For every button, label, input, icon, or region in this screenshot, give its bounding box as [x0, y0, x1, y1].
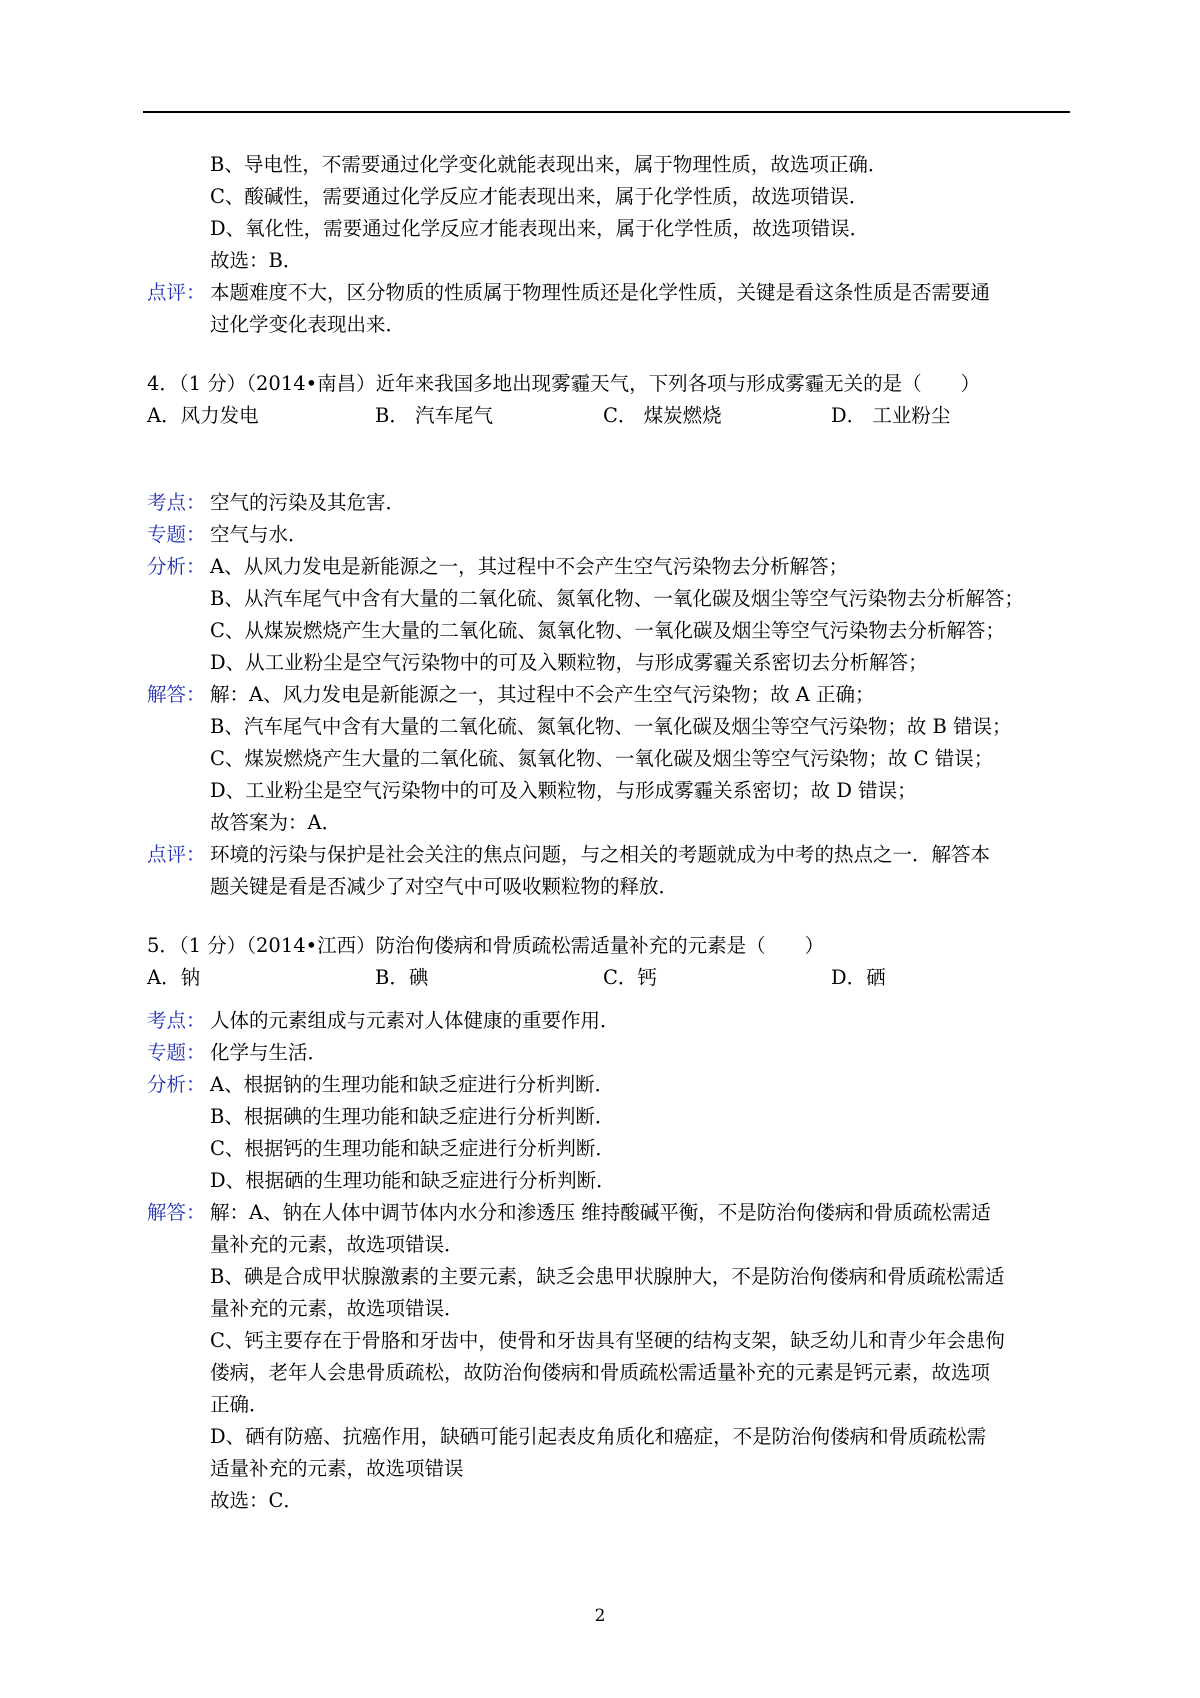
jieda-text: 解：A、风力发电是新能源之一，其过程中不会产生空气污染物；故 A 正确； [210, 683, 875, 706]
q5-jieda-line: C、钙主要存在于骨胳和牙齿中，使骨和牙齿具有坚硬的结构支架，缺乏幼儿和青少年会患佝 [210, 1329, 1005, 1352]
q5-jieda-line: 适量补充的元素，故选项错误 [210, 1457, 464, 1480]
prev-analysis-line: D、氧化性，需要通过化学反应才能表现出来，属于化学性质，故选项错误． [210, 217, 870, 240]
q5-stem: 5．（1 分）（2014•江西）防治佝偻病和骨质疏松需适量补充的元素是（ ） [147, 934, 825, 957]
q4-stem: 4．（1 分）（2014•南昌）近年来我国多地出现雾霾天气，下列各项与形成雾霾无关的是（ ） [147, 372, 981, 395]
zhuanti-label: 专题： [147, 1041, 206, 1064]
q5-option-d: D．硒 [831, 966, 886, 989]
fenxi-text: A、从风力发电是新能源之一，其过程中不会产生空气污染物去分析解答； [210, 555, 849, 578]
zhuanti-text: 化学与生活． [210, 1041, 328, 1064]
zhuanti-label: 专题： [147, 523, 206, 546]
q4-jieda [147, 679, 1072, 711]
q5-fenxi-line: C、根据钙的生理功能和缺乏症进行分析判断． [210, 1137, 615, 1160]
q4-option-d: D． 工业粉尘 [831, 404, 951, 427]
fenxi-label: 分析： [147, 1073, 206, 1096]
q5-fenxi-line: B、根据碘的生理功能和缺乏症进行分析判断． [210, 1105, 615, 1128]
q5-jieda-line: 量补充的元素，故选项错误． [210, 1297, 464, 1320]
kaodian-text: 空气的污染及其危害． [210, 491, 406, 514]
q4-dianping [147, 839, 1072, 871]
kaodian-label: 考点： [147, 491, 206, 514]
prev-analysis-line: B、导电性，不需要通过化学变化就能表现出来，属于物理性质，故选项正确． [210, 153, 888, 176]
fenxi-text: A、根据钠的生理功能和缺乏症进行分析判断． [210, 1073, 615, 1096]
kaodian-text: 人体的元素组成与元素对人体健康的重要作用． [210, 1009, 620, 1032]
review-text: 本题难度不大，区分物质的性质属于物理性质还是化学性质，关键是看这条性质是否需要通 [210, 281, 991, 304]
q4-jieda-line: C、煤炭燃烧产生大量的二氧化硫、氮氧化物、一氧化碳及烟尘等空气污染物；故 C 错误； [210, 747, 994, 770]
page-content [147, 149, 1072, 1517]
q5-option-c: C．钙 [603, 966, 657, 989]
q4-dianping-line: 题关键是看是否减少了对空气中可吸收颗粒物的释放． [210, 875, 679, 898]
prev-review-cont: 过化学变化表现出来． [210, 313, 406, 336]
q5-jieda-line: 偻病，老年人会患骨质疏松，故防治佝偻病和骨质疏松需适量补充的元素是钙元素，故选项 [210, 1361, 991, 1384]
q4-fenxi-line: D、从工业粉尘是空气污染物中的可及入颗粒物，与形成雾霾关系密切去分析解答； [210, 651, 928, 674]
jieda-label: 解答： [147, 1201, 206, 1224]
kaodian-label: 考点： [147, 1009, 206, 1032]
prev-analysis-line: C、酸碱性，需要通过化学反应才能表现出来，属于化学性质，故选项错误． [210, 185, 869, 208]
jieda-text: 解：A、钠在人体中调节体内水分和渗透压 维持酸碱平衡，不是防治佝偻病和骨质疏松需适 [210, 1201, 991, 1224]
prev-answer-line: 故选：B． [210, 249, 303, 272]
q5-jieda-line: 故选：C． [210, 1489, 303, 1512]
q4-fenxi [147, 551, 1072, 583]
q5-jieda-line: D、硒有防癌、抗癌作用，缺硒可能引起表皮角质化和癌症，不是防治佝偻病和骨质疏松需 [210, 1425, 987, 1448]
q5-jieda-line: B、碘是合成甲状腺激素的主要元素，缺乏会患甲状腺肿大，不是防治佝偻病和骨质疏松需适 [210, 1265, 1005, 1288]
q4-fenxi-line: C、从煤炭燃烧产生大量的二氧化硫、氮氧化物、一氧化碳及烟尘等空气污染物去分析解答； [210, 619, 1005, 642]
q4-fenxi-line: B、从汽车尾气中含有大量的二氧化硫、氮氧化物、一氧化碳及烟尘等空气污染物去分析解答； [210, 587, 1024, 610]
page-number: 2 [594, 1606, 606, 1626]
q5-option-b: B．碘 [375, 966, 429, 989]
dianping-text: 环境的污染与保护是社会关注的焦点问题，与之相关的考题就成为中考的热点之一．解答本 [210, 843, 991, 866]
jieda-label: 解答： [147, 683, 206, 706]
q4-option-c: C． 煤炭燃烧 [603, 404, 722, 427]
prev-review [147, 277, 1072, 309]
dianping-label: 点评： [147, 843, 206, 866]
fenxi-label: 分析： [147, 555, 206, 578]
q4-jieda-line: D、工业粉尘是空气污染物中的可及入颗粒物，与形成雾霾关系密切；故 D 错误； [210, 779, 917, 802]
q5-zhuanti [147, 1037, 1072, 1069]
q4-options [147, 400, 1072, 432]
q5-options [147, 962, 1072, 994]
review-label: 点评： [147, 281, 206, 304]
q4-kaodian [147, 487, 1072, 519]
q5-jieda-line: 正确． [210, 1393, 269, 1416]
q5-jieda-line: 量补充的元素，故选项错误． [210, 1233, 464, 1256]
q4-option-a: A．风力发电 [147, 404, 259, 427]
q4-jieda-line: B、汽车尾气中含有大量的二氧化硫、氮氧化物、一氧化碳及烟尘等空气污染物；故 B 错误； [210, 715, 1012, 738]
q5-fenxi-line: D、根据硒的生理功能和缺乏症进行分析判断． [210, 1169, 616, 1192]
zhuanti-text: 空气与水． [210, 523, 308, 546]
q5-option-a: A．钠 [147, 966, 201, 989]
q4-jieda-line: 故答案为：A． [210, 811, 342, 834]
q5-kaodian [147, 1005, 1072, 1037]
q5-jieda [147, 1197, 1072, 1229]
q4-zhuanti [147, 519, 1072, 551]
header-rule [143, 111, 1070, 113]
q5-fenxi [147, 1069, 1072, 1101]
q4-option-b: B． 汽车尾气 [375, 404, 494, 427]
